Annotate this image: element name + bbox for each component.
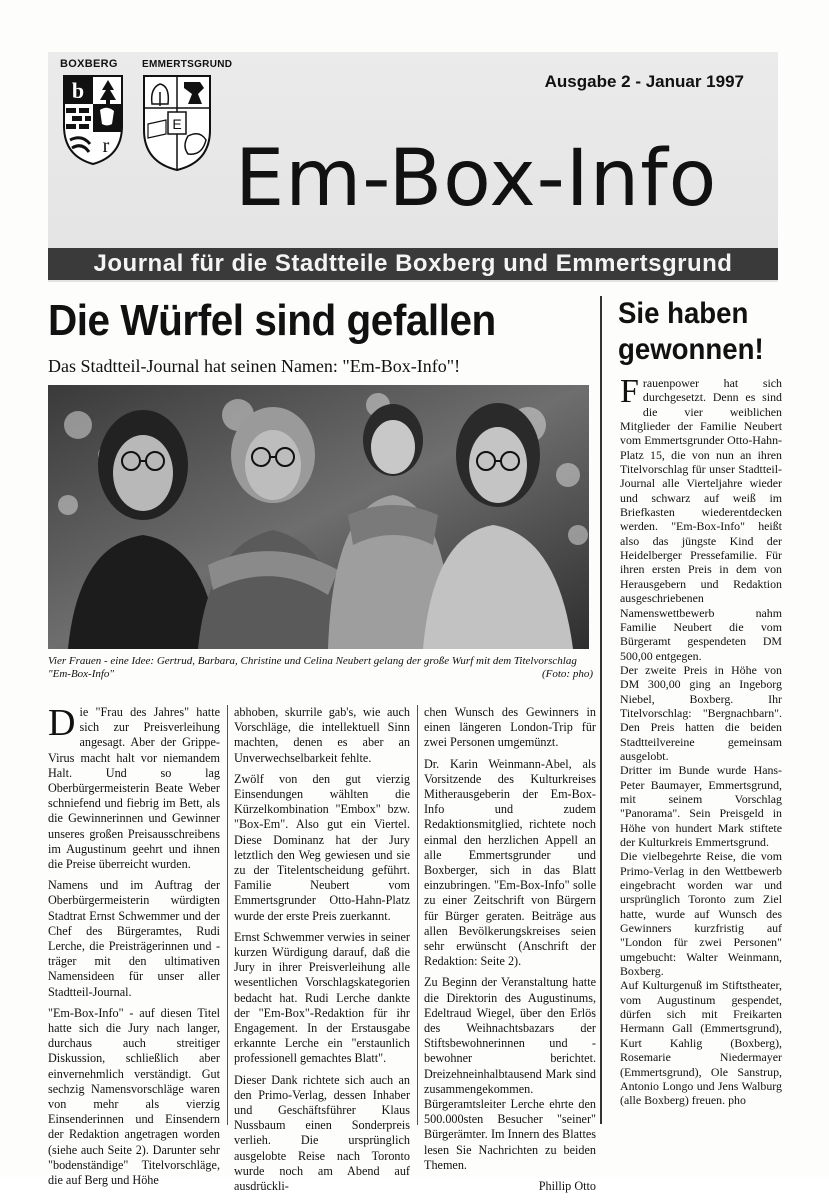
paragraph: Die vielbegehrte Reise, die vom Primo-Verlag in den Wettbewerb eingebracht worden war und ursprünglich Toronto zum Ziel hatte, wurde auf Wunsch des Gewinners kurzfristig auf "London für zwei Personen" umgebucht: Walter Weinmann, Boxberg. xyxy=(620,849,782,979)
article-headline: Die Würfel sind gefallen xyxy=(48,296,496,345)
svg-text:b: b xyxy=(71,78,85,103)
emmertsgrund-crest-icon xyxy=(142,74,212,172)
newspaper-title: Em-Box-Info xyxy=(235,134,718,224)
paragraph: Ernst Schwemmer verwies in seiner kurzen Würdigung darauf, daß die Jury in ihrer Preisverleihung alle wesentlichen Vorschlagskategorien bedacht hat. Rudi Lerche dankte der "Em-Box"-Redaktion für ihr Engagement. In der Erstausgabe erkannte Lerche ein "erstaunlich professionell gemachtes Blatt". xyxy=(234,929,410,1066)
journal-subtitle: Journal für die Stadtteile Boxberg und Emmertsgrund xyxy=(93,250,733,277)
paragraph: "Em-Box-Info" - auf diesen Titel hatte sich die Jury nach langer, durchaus auch streitiger Diskussion, schließlich aber einvernehmlich verständigt. Gut sechzig Namensvorschläge waren von mehr als vierzig Einsenderinnen und Einsendern der Redaktion angetragen worden (siehe auch Seite 2). Darunter sehr "bodenständige" Titelvorschläge, die auf Berg und Höhe xyxy=(48,1005,220,1188)
paragraph: chen Wunsch des Gewinners in einen längeren London-Trip für zwei Personen umgemünzt. xyxy=(424,705,596,750)
crest-label-emmertsgrund: EMMERTSGRUND xyxy=(142,59,233,70)
drop-cap: D xyxy=(48,702,76,744)
crest-label-boxberg: BOXBERG xyxy=(60,58,118,70)
issue-date: Ausgabe 2 - Januar 1997 xyxy=(544,72,744,91)
column-divider xyxy=(227,705,228,1125)
author-signature: Phillip Otto xyxy=(538,1179,596,1194)
paragraph: ie "Frau des Jahres" hatte sich zur Preisverleihung angesagt. Aber der Grippe-Virus macht halt vor niemandem Halt. Und so lag Oberbürgermeisterin Beate Weber schniefend und fiebrig im Bett, als die Gewinnerinnen und Gewinner unseres großen Preisausschreibens im Augustinum geehrt und ihnen die Preise überreicht wurden. xyxy=(48,705,220,872)
svg-text:r: r xyxy=(102,135,110,157)
photo-credit: (Foto: pho) xyxy=(541,668,593,680)
sidebar-title: Sie haben gewonnen! xyxy=(618,297,764,366)
family-photo xyxy=(48,385,589,649)
article-subhead: Das Stadtteil-Journal hat seinen Namen: "Em-Box-Info"! xyxy=(48,356,461,376)
paragraph: abhoben, skurrile gab's, wie auch Vorschläge, die intellektuell Sinn machten, denen es aber an Unverwechselbarkeit fehlte. xyxy=(234,705,410,765)
column-divider xyxy=(417,705,418,1125)
boxberg-crest-icon xyxy=(62,74,124,166)
paragraph: Namens und im Auftrag der Oberbürgermeisterin würdigten Stadtrat Ernst Schwemmer und der Chef des Bürgeramtes, Rudi Lerche, die Preisträgerinnen und -träger mit den ultimativen Namensideen für unser aller Stadtteil-Journal. xyxy=(48,878,220,999)
paragraph: Zu Beginn der Veranstaltung hatte die Direktorin des Augustinums, Edeltraud Wiegel, über den Erlös des Weihnachtsbazars der Stiftsbewohnerinnen und -bewohner berichtet. Dreizehneinhalbtausend Mark sind zusammengekommen. Bürgeramtsleiter Lerche ehrte den 500.000sten Besucher "seiner" Bürgerämter. Im Innern des Blattes lesen Sie Nachrichten zu beiden Themen. xyxy=(424,975,596,1172)
sidebar-article xyxy=(620,373,782,1108)
sidebar-divider xyxy=(600,296,602,1124)
paragraph: Dritter im Bunde wurde Hans-Peter Baumayer, Emmertsgrund, mit seinem Vorschlag "Panorama". Sein Preisgeld in Höhe von hundert Mark stiftete der Kulturkreis Emmertsgrund. xyxy=(620,763,782,849)
paragraph: Auf Kulturgenuß im Stiftstheater, vom Augustinum gespendet, dürfen sich mit Freikarten Hermann Gall (Emmertsgrund), Kurt Kahlig (Boxberg), Rosemarie Niedermayer (Emmertsgrund), Ole Sanstrup, Antonio Longo und Jens Walburg (alle Boxberg) freuen. pho xyxy=(620,978,782,1108)
paragraph: Zwölf von den gut vierzig Einsendungen wählten die Kürzelkombination "Embox" bzw. "Box-Em". Also gut ein Viertel. Diese Dominanz hat der Jury letztlich den Weg gewiesen und sie zu der Titelentscheidung geführt. Familie Neubert vom Emmertsgrunder Otto-Hahn-Platz wurde der erste Preis zuerkannt. xyxy=(234,771,410,923)
paragraph: rauenpower hat sich durchgesetzt. Denn es sind die vier weiblichen Mitglieder der Familie Neubert vom Emmertsgrunder Otto-Hahn-Platz 15, die von nun an ihren Titelvorschlag für unser Stadtteil-Journal alle Vierteljahre wieder und schwarz auf weiß im Briefkasten wiederentdecken werden. "Em-Box-Info" heißt also das jüngste Kind der Heidelberger Pressefamilie. Für ihren ersten Preis in dem von Herausgebern und Redaktion ausgeschriebenen Namenswettbewerb nahm Familie Neubert die vom Bürgeramt gespendeten DM 500,00 entgegen. xyxy=(620,376,782,663)
paragraph: Dr. Karin Weinmann-Abel, als Vorsitzende des Kulturkreises Mitherausgeberin der Em-Box-Info und zudem Redaktionsmitglied, richtete noch einmal den herzlichen Appell an alle Emmertsgrunder und Boxberger, sich in das Blatt einzubringen. "Em-Box-Info" solle zu einer Zeitschrift von Bürgern für Bürger geraten. Beiträge aus allen Bevölkerungskreises seien sehr erwünscht (Anschrift der Redaktion: Seite 2). xyxy=(424,756,596,969)
article-column-2 xyxy=(234,705,410,1200)
article-column-1 xyxy=(48,702,220,1194)
article-column-3 xyxy=(424,705,596,1200)
svg-text:E: E xyxy=(172,116,182,132)
caption-text: Vier Frauen - eine Idee: Gertrud, Barbara, Christine und Celina Neubert gelang der große Wurf mit dem Titelvorschlag "Em-Box-Info" xyxy=(48,655,577,680)
photo-caption xyxy=(48,655,593,681)
paragraph: Dieser Dank richtete sich auch an den Primo-Verlag, dessen Inhaber und Geschäftsführer Klaus Nussbaum einen Sonderpreis verlieh. Die ursprünglich ausgelobte Reise nach Toronto wurde noch am Abend auf ausdrückli- xyxy=(234,1072,410,1194)
paragraph: Der zweite Preis in Höhe von DM 300,00 ging an Ingeborg Niebel, Boxberg. Ihr Titelvorschlag: "Bergnachbarn". Den Preis hatten die beiden Stadtteilvereine gemeinsam ausgelobt. xyxy=(620,662,782,763)
drop-cap: F xyxy=(620,373,639,410)
masthead xyxy=(48,52,778,282)
